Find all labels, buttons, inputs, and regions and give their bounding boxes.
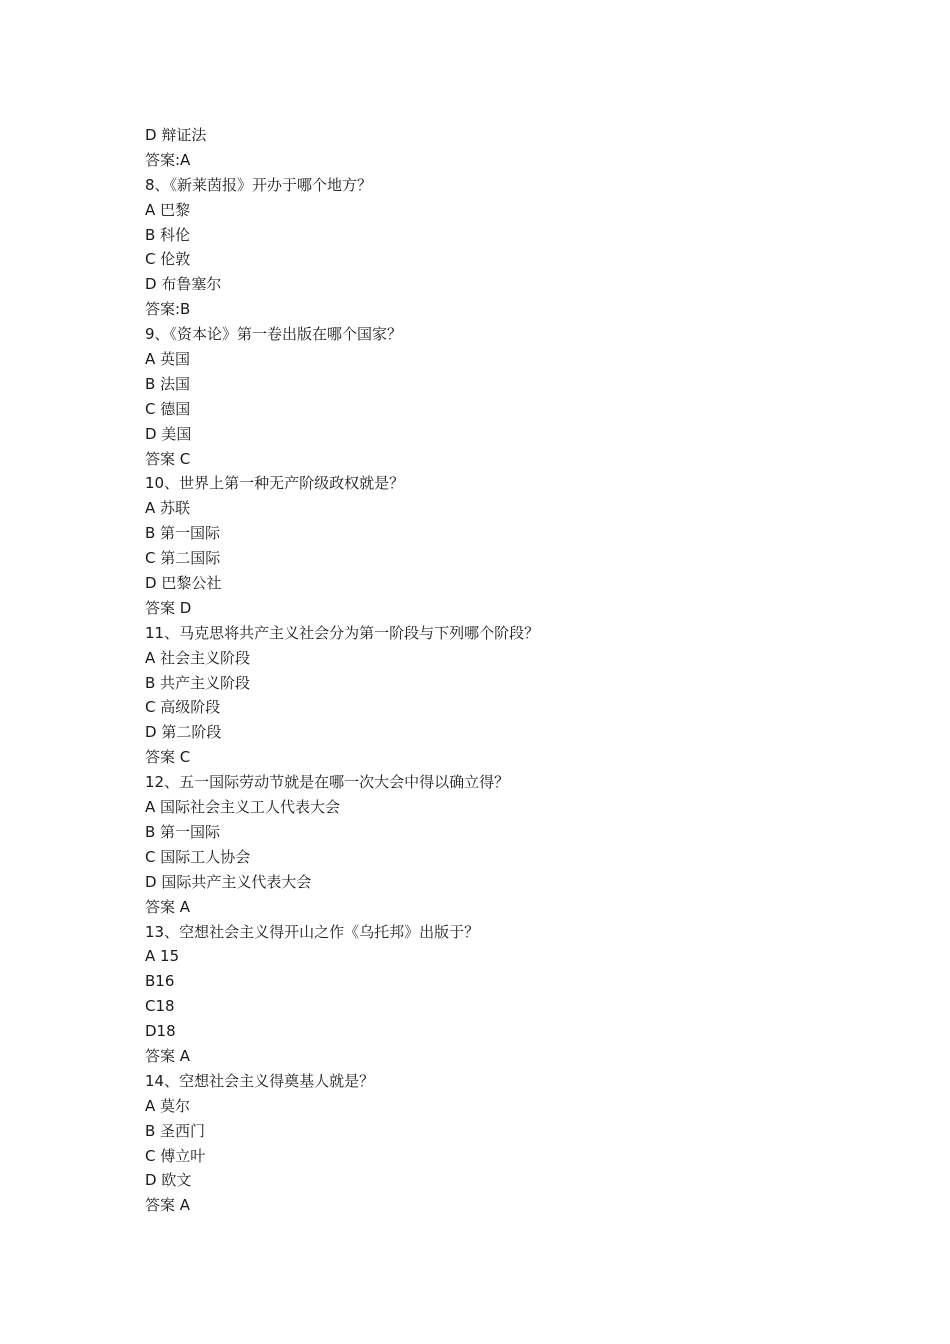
- answer-line: 答案 D: [145, 598, 192, 617]
- option-line: D 巴黎公社: [145, 574, 222, 593]
- option-line: B16: [145, 972, 175, 991]
- question-line: 9、《资本论》第一卷出版在哪个国家？: [145, 325, 403, 344]
- option-line: D 欧文: [145, 1171, 192, 1190]
- question-line: 13、空想社会主义得开山之作《乌托邦》出版于？: [145, 922, 480, 941]
- answer-line: 答案 C: [145, 748, 191, 767]
- answer-line: 答案 C: [145, 449, 191, 468]
- option-line: B 第一国际: [145, 524, 221, 543]
- option-line: D 第二阶段: [145, 723, 222, 742]
- option-line: B 科伦: [145, 225, 191, 244]
- option-line: A 国际社会主义工人代表大会: [145, 798, 341, 817]
- answer-line: 答案:B: [145, 300, 191, 319]
- option-line: C 德国: [145, 399, 191, 418]
- option-line: A 社会主义阶段: [145, 648, 251, 667]
- option-line: D 国际共产主义代表大会: [145, 872, 312, 891]
- question-line: 10、世界上第一种无产阶级政权就是？: [145, 474, 405, 493]
- option-line: C 傅立叶: [145, 1146, 206, 1165]
- option-line: B 法国: [145, 374, 191, 393]
- question-line: 8、《新莱茵报》开办于哪个地方？: [145, 175, 373, 194]
- option-line: C 高级阶段: [145, 698, 221, 717]
- option-line: C 伦敦: [145, 250, 191, 269]
- answer-line: 答案:A: [145, 150, 191, 169]
- option-line: C 第二国际: [145, 549, 221, 568]
- answer-line: 答案 A: [145, 1196, 191, 1215]
- question-line: 12、五一国际劳动节就是在哪一次大会中得以确立得？: [145, 773, 510, 792]
- option-line: B 圣西门: [145, 1121, 206, 1140]
- option-line: A 苏联: [145, 499, 191, 518]
- option-line: C 国际工人协会: [145, 847, 251, 866]
- option-line: B 共产主义阶段: [145, 673, 251, 692]
- option-line: D 布鲁塞尔: [145, 275, 222, 294]
- option-line: D 辩证法: [145, 126, 207, 144]
- option-line: A 15: [145, 947, 180, 966]
- option-line: C18: [145, 997, 175, 1016]
- document-body: [145, 123, 845, 1218]
- question-line: 14、空想社会主义得奠基人就是？: [145, 1071, 375, 1090]
- question-line: 11、马克思将共产主义社会分为第一阶段与下列哪个阶段？: [145, 623, 540, 642]
- option-line: A 巴黎: [145, 200, 191, 219]
- option-line: D18: [145, 1022, 176, 1041]
- answer-line: 答案 A: [145, 897, 191, 916]
- answer-line: 答案 A: [145, 1046, 191, 1065]
- option-line: B 第一国际: [145, 822, 221, 841]
- option-line: A 英国: [145, 350, 191, 369]
- option-line: A 莫尔: [145, 1096, 191, 1115]
- option-line: D 美国: [145, 424, 192, 443]
